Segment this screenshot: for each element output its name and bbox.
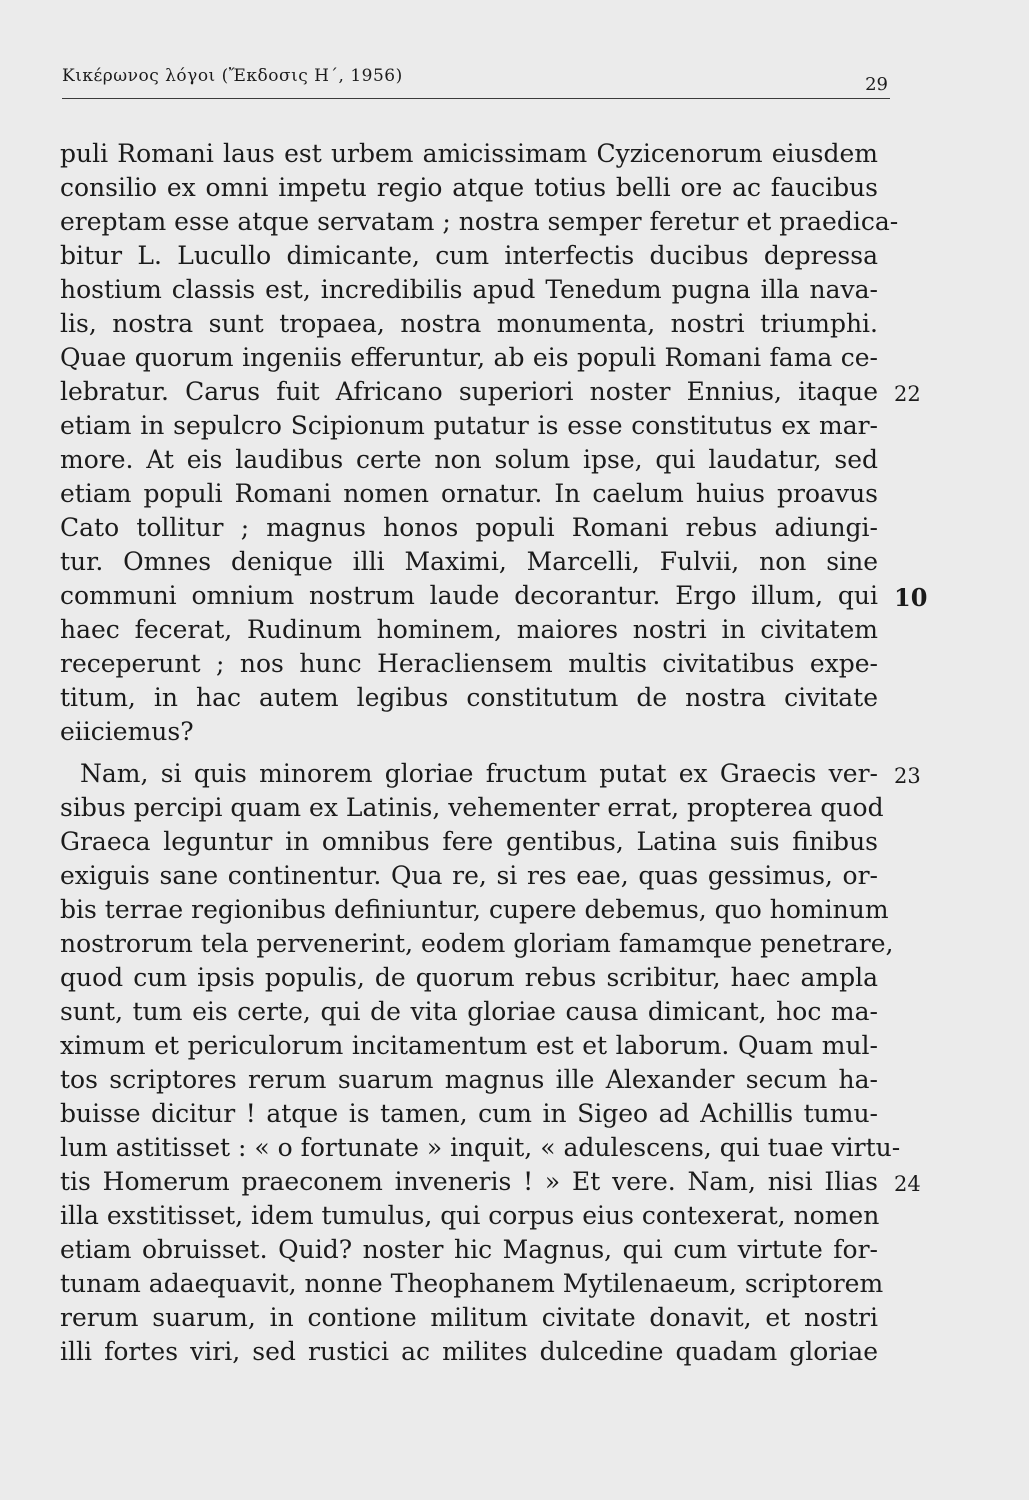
text-line: Nam, si quis minorem gloriae fructum putat ex Graecis ver- <box>80 759 878 788</box>
section-number-24: 24 <box>894 1172 921 1196</box>
text-line: bitur L. Lucullo dimicante, cum interfectis ducibus depressa <box>60 241 878 270</box>
text-line: receperunt ; nos hunc Heracliensem multis civitatibus expe- <box>60 649 878 678</box>
text-line: communi omnium nostrum laude decorantur. Ergo illum, qui <box>60 581 878 610</box>
text-line: buisse dicitur ! atque is tamen, cum in Sigeo ad Achillis tumu- <box>60 1099 878 1128</box>
text-line: lis, nostra sunt tropaea, nostra monumenta, nostri triumphi. <box>60 309 878 338</box>
text-line: quod cum ipsis populis, de quorum rebus scribitur, haec ampla <box>60 963 878 992</box>
text-line: Graeca leguntur in omnibus fere gentibus, Latina suis finibus <box>60 827 878 856</box>
text-line: Quae quorum ingeniis efferuntur, ab eis populi Romani fama ce- <box>60 343 878 372</box>
text-line: etiam obruisset. Quid? noster hic Magnus, qui cum virtute for- <box>60 1235 878 1264</box>
text-line: illi fortes viri, sed rustici ac milites dulcedine quadam gloriae <box>60 1337 878 1366</box>
text-line: tis Homerum praeconem inveneris ! » Et vere. Nam, nisi Ilias <box>60 1167 878 1196</box>
text-line: tos scriptores rerum suarum magnus ille Alexander secum ha- <box>60 1065 878 1094</box>
text-line: etiam in sepulcro Scipionum putatur is esse constitutus ex mar- <box>60 411 878 440</box>
text-line: titum, in hac autem legibus constitutum de nostra civitate <box>60 683 878 712</box>
running-head-title: Κικέρωνος λόγοι (Ἔκδοσις Η΄, 1956) <box>62 66 403 86</box>
text-line: haec fecerat, Rudinum hominem, maiores nostri in civitatem <box>60 615 878 644</box>
page-number: 29 <box>865 74 888 95</box>
text-line: etiam populi Romani nomen ornatur. In caelum huius proavus <box>60 479 878 508</box>
text-line: sibus percipi quam ex Latinis, vehementer errat, propterea quod <box>60 793 884 822</box>
text-line: illa exstitisset, idem tumulus, qui corpus eius contexerat, nomen <box>60 1201 880 1230</box>
text-line: rerum suarum, in contione militum civitate donavit, et nostri <box>60 1303 878 1332</box>
text-line: lum astitisset : « o fortunate » inquit, « adulescens, qui tuae virtu- <box>60 1133 901 1162</box>
text-line: tur. Omnes denique illi Maximi, Marcelli, Fulvii, non sine <box>60 547 878 576</box>
section-number-23: 23 <box>894 764 921 788</box>
line-number-10: 10 <box>894 583 928 612</box>
text-line: eiiciemus? <box>60 717 194 746</box>
text-line: more. At eis laudibus certe non solum ipse, qui laudatur, sed <box>60 445 878 474</box>
text-line: Cato tollitur ; magnus honos populi Romani rebus adiungi- <box>60 513 878 542</box>
text-line: hostium classis est, incredibilis apud Tenedum pugna illa nava- <box>60 275 878 304</box>
text-line: ereptam esse atque servatam ; nostra semper feretur et praedica- <box>60 207 899 236</box>
text-line: sunt, tum eis certe, qui de vita gloriae causa dimicant, hoc ma- <box>60 997 878 1026</box>
text-line: ximum et periculorum incitamentum est et laborum. Quam mul- <box>60 1031 878 1060</box>
text-line: bis terrae regionibus definiuntur, cupere debemus, quo hominum <box>60 895 889 924</box>
text-line: consilio ex omni impetu regio atque totius belli ore ac faucibus <box>60 173 878 202</box>
text-line: puli Romani laus est urbem amicissimam Cyzicenorum eiusdem <box>60 139 878 168</box>
text-line: tunam adaequavit, nonne Theophanem Mytilenaeum, scriptorem <box>60 1269 884 1298</box>
text-line: exiguis sane continentur. Qua re, si res eae, quas gessimus, or- <box>60 861 878 890</box>
section-number-22: 22 <box>894 382 921 406</box>
text-line: lebratur. Carus fuit Africano superiori noster Ennius, itaque <box>60 377 878 406</box>
text-line: nostrorum tela pervenerint, eodem gloriam famamque penetrare, <box>60 929 894 958</box>
